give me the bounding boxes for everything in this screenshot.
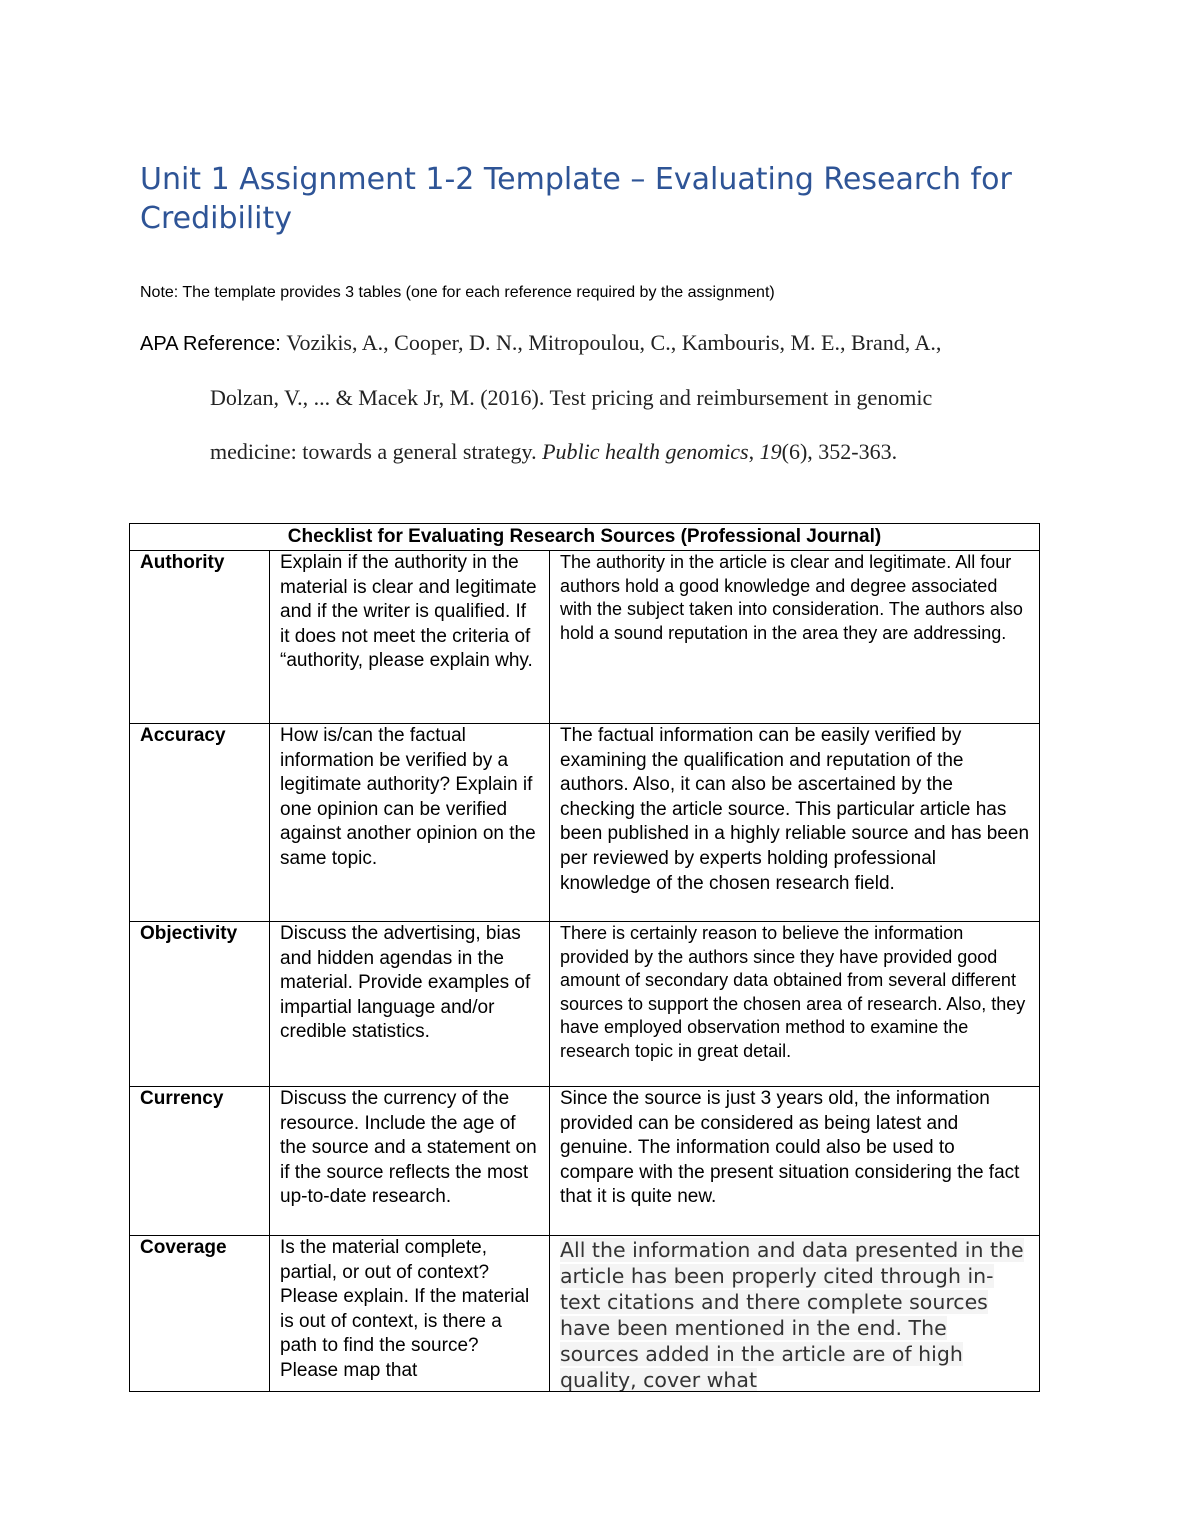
response-cell[interactable]: All the information and data presented in the article has been properly cited through in-text citations and there complete sources have been mentioned in the end. The sources added in the article are of high quality, cover what xyxy=(550,1236,1040,1392)
description-cell: Is the material complete, partial, or out of context? Please explain. If the material is out of context, is there a path to find the source? Please map that xyxy=(270,1236,550,1392)
table-row xyxy=(130,922,1040,1087)
response-cell[interactable]: There is certainly reason to believe the information provided by the authors since they have provided good amount of secondary data obtained from several different sources to support the chosen area of research. Also, they have employed observation method to examine the research topic in great detail. xyxy=(550,922,1040,1087)
criterion-cell: Authority xyxy=(130,551,270,724)
description-cell: Discuss the currency of the resource. Include the age of the source and a statement on if the source reflects the most up-to-date research. xyxy=(270,1087,550,1236)
template-note: Note: The template provides 3 tables (one for each reference required by the assignment) xyxy=(140,284,775,301)
table-row xyxy=(130,551,1040,724)
response-cell[interactable]: The authority in the article is clear and legitimate. All four authors hold a good knowledge and degree associated with the subject taken into consideration. The authors also hold a sound reputation in the area they are addressing. xyxy=(550,551,1040,724)
table-header: Checklist for Evaluating Research Sources (Professional Journal) xyxy=(130,524,1040,551)
response-cell[interactable]: Since the source is just 3 years old, the information provided can be considered as being latest and genuine. The information could also be used to compare with the present situation considering the fact that it is quite new. xyxy=(550,1087,1040,1236)
response-cell[interactable]: The factual information can be easily verified by examining the qualification and reputation of the authors. Also, it can also be ascertained by the checking the article source. This particular article has been published in a highly reliable source and has been per reviewed by experts holding professional knowledge of the chosen research field. xyxy=(550,724,1040,922)
table-row xyxy=(130,1087,1040,1236)
criterion-cell: Accuracy xyxy=(130,724,270,922)
reference-line-2: Dolzan, V., ... & Macek Jr, M. (2016). Test pricing and reimbursement in genomic xyxy=(210,385,933,410)
journal-volume: 19 xyxy=(759,439,782,464)
criterion-cell: Objectivity xyxy=(130,922,270,1087)
description-cell: Discuss the advertising, bias and hidden agendas in the material. Provide examples of impartial language and/or credible statistics. xyxy=(270,922,550,1087)
document-title: Unit 1 Assignment 1-2 Template – Evaluating Research for Credibility xyxy=(140,162,1012,236)
reference-line-3: medicine: towards a general strategy. Public health genomics, 19(6), 352-363. xyxy=(210,439,898,464)
evaluation-checklist-table xyxy=(129,523,1040,1392)
table-row xyxy=(130,1236,1040,1392)
journal-name: Public health genomics xyxy=(542,439,749,464)
apa-reference-label: APA Reference xyxy=(140,333,276,355)
criterion-cell: Coverage xyxy=(130,1236,270,1392)
apa-reference: APA Reference: Vozikis, A., Cooper, D. N., Mitropoulou, C., Kambouris, M. E., Brand, A., Dolzan, V., ... & Macek Jr, M. (2016). Test pricing and reimbursement in genomic medicine: towards a general strategy. Public health genomics, 19(6), 352-363. xyxy=(140,316,1040,479)
description-cell: Explain if the authority in the material is clear and legitimate and if the writer is qualified. If it does not meet the criteria of “authority, please explain why. xyxy=(270,551,550,724)
table-row xyxy=(130,724,1040,922)
description-cell: How is/can the factual information be verified by a legitimate authority? Explain if one opinion can be verified against another opinion on the same topic. xyxy=(270,724,550,922)
reference-line-1: Vozikis, A., Cooper, D. N., Mitropoulou, C., Kambouris, M. E., Brand, A., xyxy=(286,330,942,355)
criterion-cell: Currency xyxy=(130,1087,270,1236)
